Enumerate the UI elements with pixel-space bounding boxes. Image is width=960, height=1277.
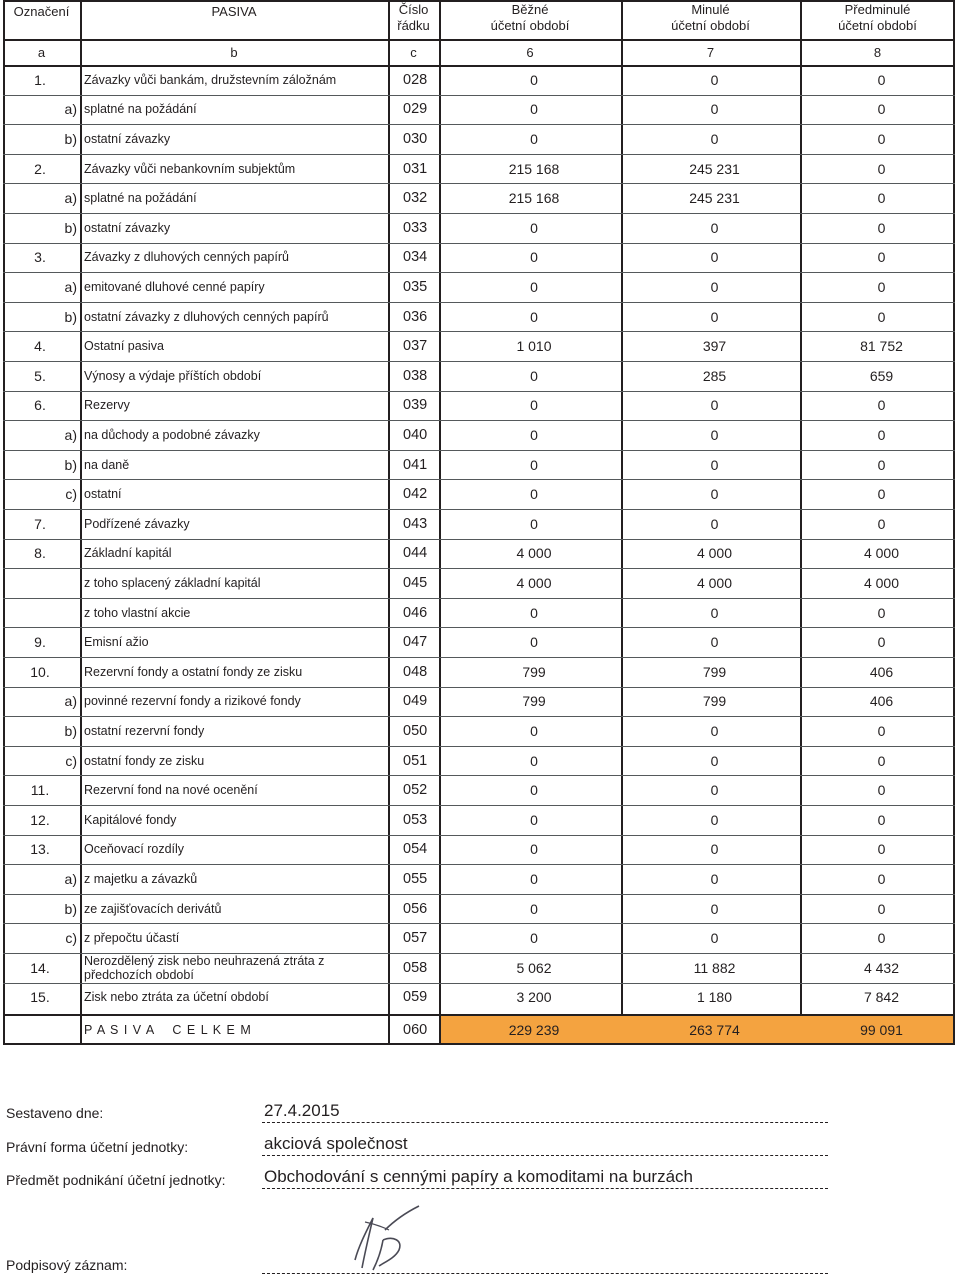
previous-period-value: 799 [702, 663, 727, 680]
current-period-value: 0 [530, 130, 538, 147]
total-current-period: 229 239 [508, 1021, 560, 1038]
previous-period-value: 0 [710, 249, 719, 266]
row-mark: 9. [34, 634, 46, 651]
row-mark: b) [64, 900, 77, 917]
period-before-previous-value: 0 [877, 160, 886, 177]
row-label: Závazky vůči bankám, družstevním záložnám [84, 72, 337, 87]
current-period-value: 0 [530, 219, 538, 236]
row-label: ze zajišťovacích derivátů [84, 901, 222, 916]
current-period-value: 0 [530, 71, 538, 88]
period-before-previous-value: 0 [877, 515, 886, 532]
period-before-previous-value: 0 [877, 397, 886, 414]
period-before-previous-value: 0 [877, 308, 886, 325]
period-before-previous-value: 0 [877, 634, 886, 651]
total-label: P A S I V A C E L K E M [84, 1022, 252, 1037]
row-mark: b) [64, 722, 77, 739]
header-current-period-line: účetní období [490, 18, 570, 33]
previous-period-value: 0 [710, 426, 719, 443]
period-before-previous-value: 0 [877, 486, 886, 503]
current-period-value: 4 000 [516, 574, 552, 591]
previous-period-value: 0 [710, 278, 719, 295]
row-mark: a) [64, 101, 77, 118]
business-subject-value: Obchodování s cennými papíry a komoditami na burzách [264, 1167, 694, 1186]
current-period-value: 0 [530, 367, 538, 384]
row-code: 053 [403, 811, 428, 828]
header-current-period-line: Běžné [511, 2, 549, 17]
row-mark: 1. [34, 71, 46, 88]
row-code: 056 [403, 900, 428, 917]
row-code: 032 [403, 190, 428, 207]
row-label: Rezervní fond na nové ocenění [84, 783, 258, 798]
column-letter: 6 [526, 44, 534, 60]
row-mark: a) [64, 190, 77, 207]
row-label: Závazky vůči nebankovním subjektům [84, 161, 296, 176]
row-code: 041 [403, 456, 428, 473]
current-period-value: 0 [530, 782, 538, 799]
previous-period-value: 0 [710, 782, 719, 799]
period-before-previous-value: 0 [877, 130, 886, 147]
row-code: 048 [403, 663, 428, 680]
previous-period-value: 4 000 [696, 545, 733, 562]
current-period-value: 5 062 [516, 959, 552, 976]
period-before-previous-value: 406 [869, 663, 894, 680]
row-code: 031 [403, 160, 428, 177]
current-period-value: 0 [530, 722, 538, 739]
previous-period-value: 0 [710, 130, 719, 147]
row-label: ostatní závazky z dluhových cenných papírů [84, 309, 329, 324]
current-period-value: 799 [522, 693, 546, 710]
previous-period-value: 4 000 [696, 574, 733, 591]
row-mark: c) [65, 752, 77, 769]
previous-period-value: 1 180 [696, 989, 733, 1006]
current-period-value: 0 [530, 426, 538, 443]
row-code: 051 [403, 752, 428, 769]
row-mark [3, 568, 77, 598]
row-label: z přepočtu účastí [84, 931, 180, 946]
row-label: Rezervy [84, 398, 130, 413]
current-period-value: 0 [530, 486, 538, 503]
row-mark: a) [64, 693, 77, 710]
period-before-previous-value: 0 [877, 930, 886, 947]
current-period-value: 0 [530, 456, 538, 473]
previous-period-value: 0 [710, 634, 719, 651]
signature-label: Podpisový záznam: [6, 1257, 128, 1273]
row-label: z majetku a závazků [84, 871, 198, 886]
row-label: na důchody a podobné závazky [84, 427, 260, 442]
previous-period-value: 0 [710, 456, 719, 473]
row-label: ostatní závazky [84, 131, 171, 146]
row-code: 040 [403, 426, 428, 443]
legal-form-label: Právní forma účetní jednotky: [6, 1139, 189, 1155]
previous-period-value: 0 [710, 486, 719, 503]
header-period-before-previous [800, 2, 955, 34]
row-mark: b) [64, 219, 77, 236]
current-period-value: 0 [530, 900, 538, 917]
row-mark: 14. [30, 959, 50, 976]
total-previous-period: 263 774 [689, 1021, 740, 1038]
row-label: Výnosy a výdaje příštích období [84, 368, 262, 383]
row-label: ostatní rezervní fondy [84, 723, 205, 738]
previous-period-value: 0 [710, 722, 719, 739]
row-mark: a) [64, 426, 77, 443]
current-period-value: 4 000 [516, 545, 552, 562]
row-label: Zisk nebo ztráta za účetní období [84, 990, 269, 1005]
current-period-value: 799 [522, 663, 546, 680]
row-label: ostatní závazky [84, 220, 171, 235]
current-period-value: 0 [530, 930, 538, 947]
row-code: 045 [403, 574, 428, 591]
legal-form-underline [262, 1155, 828, 1156]
row-label: Emisní ažio [84, 635, 149, 650]
row-code: 034 [403, 249, 428, 266]
header-row-number [388, 2, 439, 34]
row-label: na daně [84, 457, 130, 472]
header-period-before-previous-line: Předminulé [844, 2, 911, 17]
row-code: 038 [403, 367, 428, 384]
previous-period-value: 0 [710, 397, 719, 414]
period-before-previous-value: 406 [869, 693, 894, 710]
previous-period-value: 0 [710, 841, 719, 858]
row-label: Podřízené závazky [84, 516, 190, 531]
row-code: 042 [403, 486, 428, 503]
current-period-value: 0 [530, 308, 538, 325]
period-before-previous-value: 659 [869, 367, 894, 384]
previous-period-value: 0 [710, 219, 719, 236]
period-before-previous-value: 4 432 [863, 959, 900, 976]
period-before-previous-value: 7 842 [863, 989, 900, 1006]
row-mark: c) [65, 930, 77, 947]
row-label: Nerozdělený zisk nebo neuhrazená ztráta z předchozích období [84, 953, 325, 982]
row-label: splatné na požádání [84, 191, 197, 206]
header-designation: Označení [13, 4, 70, 19]
current-period-value: 0 [530, 397, 538, 414]
period-before-previous-value: 0 [877, 190, 886, 207]
previous-period-value: 245 231 [689, 190, 740, 207]
row-label: Kapitálové fondy [84, 812, 177, 827]
period-before-previous-value: 0 [877, 249, 886, 266]
period-before-previous-value: 0 [877, 278, 886, 295]
row-code: 036 [403, 308, 428, 325]
row-code: 028 [403, 71, 428, 88]
previous-period-value: 0 [710, 71, 719, 88]
row-mark: 4. [34, 338, 46, 355]
row-label: Ostatní pasiva [84, 339, 164, 354]
previous-period-value: 0 [710, 604, 719, 621]
current-period-value: 0 [530, 515, 538, 532]
row-mark: 10. [30, 663, 50, 680]
row-code: 049 [403, 693, 428, 710]
row-mark: 13. [30, 841, 50, 858]
row-mark: 2. [34, 160, 46, 177]
row-mark: 6. [34, 397, 46, 414]
row-mark: 15. [30, 989, 50, 1006]
current-period-value: 0 [530, 101, 538, 118]
period-before-previous-value: 0 [877, 900, 886, 917]
period-before-previous-value: 0 [877, 782, 886, 799]
period-before-previous-value: 0 [877, 722, 886, 739]
current-period-value: 0 [530, 870, 538, 887]
row-code: 057 [403, 930, 428, 947]
header-row-number-line: řádku [397, 18, 430, 33]
period-before-previous-value: 0 [877, 604, 886, 621]
header-previous-period-line: účetní období [671, 18, 750, 33]
handwritten-signature [345, 1200, 425, 1275]
period-before-previous-value: 0 [877, 219, 886, 236]
row-code: 035 [403, 278, 428, 295]
current-period-value: 3 200 [516, 989, 552, 1006]
column-letter: c [410, 44, 417, 60]
previous-period-value: 285 [702, 367, 727, 384]
row-code: 044 [403, 545, 428, 562]
previous-period-value: 0 [710, 930, 719, 947]
previous-period-value: 0 [710, 515, 719, 532]
row-label: z toho splacený základní kapitál [84, 575, 261, 590]
row-code: 030 [403, 130, 428, 147]
column-divider [388, 0, 390, 1045]
row-code: 033 [403, 219, 428, 236]
row-label: ostatní [84, 487, 122, 502]
signature-underline [262, 1273, 828, 1274]
previous-period-value: 0 [710, 870, 719, 887]
previous-period-value: 0 [710, 308, 719, 325]
row-mark: 3. [34, 249, 46, 266]
previous-period-value: 397 [702, 338, 727, 355]
row-label: Závazky z dluhových cenných papírů [84, 250, 289, 265]
current-period-value: 215 168 [508, 160, 560, 177]
row-mark: b) [64, 308, 77, 325]
row-mark [3, 598, 77, 628]
header-previous-period-line: Minulé [691, 2, 730, 17]
period-before-previous-value: 0 [877, 456, 886, 473]
row-label: Oceňovací rozdíly [84, 842, 185, 857]
row-mark: a) [64, 870, 77, 887]
row-code: 058 [403, 959, 428, 976]
period-before-previous-value: 4 000 [863, 574, 900, 591]
total-code: 060 [403, 1021, 428, 1038]
row-label: Základní kapitál [84, 546, 172, 561]
header-liabilities: PASIVA [211, 4, 257, 19]
previous-period-value: 11 882 [693, 959, 736, 976]
current-period-value: 0 [530, 634, 538, 651]
period-before-previous-value: 0 [877, 752, 886, 769]
date-value: 27.4.2015 [264, 1101, 340, 1120]
row-mark: 7. [34, 515, 46, 532]
row-code: 050 [403, 722, 428, 739]
row-label: povinné rezervní fondy a rizikové fondy [84, 694, 301, 709]
previous-period-value: 0 [710, 811, 719, 828]
period-before-previous-value: 4 000 [863, 545, 900, 562]
row-label: splatné na požádání [84, 102, 197, 117]
period-before-previous-value: 0 [877, 811, 886, 828]
current-period-value: 0 [530, 604, 538, 621]
row-mark: b) [64, 456, 77, 473]
header-previous-period [621, 2, 800, 34]
current-period-value: 0 [530, 752, 538, 769]
previous-period-value: 245 231 [689, 160, 740, 177]
row-code: 059 [403, 989, 428, 1006]
legal-form-value: akciová společnost [264, 1134, 408, 1153]
previous-period-value: 0 [710, 101, 719, 118]
row-label: emitované dluhové cenné papíry [84, 279, 265, 294]
row-mark: c) [65, 486, 77, 503]
row-mark: a) [64, 278, 77, 295]
current-period-value: 0 [530, 841, 538, 858]
row-mark: 12. [30, 811, 50, 828]
column-letter: a [37, 44, 46, 60]
column-divider [80, 0, 82, 1045]
header-current-period [439, 2, 621, 34]
date-underline [262, 1122, 828, 1123]
current-period-value: 215 168 [508, 190, 560, 207]
period-before-previous-value: 81 752 [860, 338, 903, 355]
row-label: z toho vlastní akcie [84, 605, 191, 620]
period-before-previous-value: 0 [877, 71, 886, 88]
row-mark: 11. [30, 782, 50, 799]
business-subject-underline [262, 1188, 828, 1189]
row-code: 046 [403, 604, 428, 621]
row-mark: 5. [34, 367, 46, 384]
row-code: 047 [403, 634, 428, 651]
row-code: 037 [403, 338, 428, 355]
column-letter: b [230, 44, 238, 60]
row-label: Rezervní fondy a ostatní fondy ze zisku [84, 664, 303, 679]
header-period-before-previous-line: účetní období [838, 18, 917, 33]
row-mark: b) [64, 130, 77, 147]
previous-period-value: 0 [710, 752, 719, 769]
row-code: 055 [403, 870, 428, 887]
business-subject-label: Předmět podnikání účetní jednotky: [6, 1172, 226, 1188]
period-before-previous-value: 0 [877, 841, 886, 858]
row-code: 039 [403, 397, 428, 414]
previous-period-value: 799 [702, 693, 727, 710]
column-letter: 7 [706, 44, 715, 60]
date-label: Sestaveno dne: [6, 1105, 104, 1121]
period-before-previous-value: 0 [877, 870, 886, 887]
row-label: ostatní fondy ze zisku [84, 753, 205, 768]
current-period-value: 0 [530, 249, 538, 266]
row-code: 043 [403, 515, 428, 532]
row-code: 054 [403, 841, 428, 858]
period-before-previous-value: 0 [877, 426, 886, 443]
column-letter: 8 [873, 44, 882, 60]
period-before-previous-value: 0 [877, 101, 886, 118]
header-row-number-line: Číslo [398, 2, 429, 17]
previous-period-value: 0 [710, 900, 719, 917]
current-period-value: 1 010 [516, 338, 552, 355]
current-period-value: 0 [530, 811, 538, 828]
row-code: 052 [403, 782, 428, 799]
total-period-before-previous: 99 091 [860, 1021, 903, 1038]
row-code: 029 [403, 101, 428, 118]
row-mark: 8. [34, 545, 46, 562]
current-period-value: 0 [530, 278, 538, 295]
